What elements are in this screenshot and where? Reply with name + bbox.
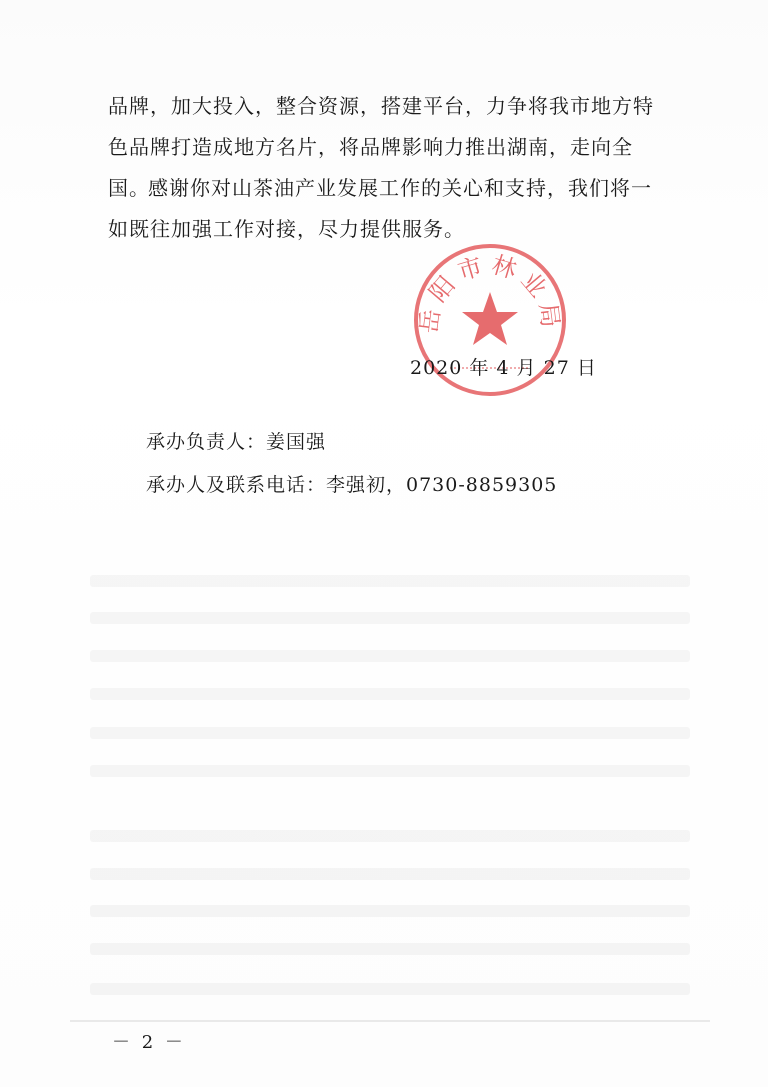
bleed-through-line (90, 830, 690, 842)
bleed-through-line (90, 727, 690, 739)
bleed-through-line (90, 868, 690, 880)
bleed-through-line (90, 650, 690, 662)
handler-contact: 承办人及联系电话：李强初，0730-8859305 (146, 474, 558, 496)
page-number: － 2 － (112, 1032, 186, 1053)
footer-divider (70, 1020, 710, 1022)
bleed-through-line (90, 983, 690, 995)
bleed-through-line (90, 943, 690, 955)
bleed-through-line (90, 575, 690, 587)
responsible-person: 承办负责人：姜国强 (146, 431, 327, 453)
signature-date: 2020 年 4 月 27 日 (410, 357, 597, 379)
body-paragraph-2: 感谢你对山茶油产业发展工作的关心和支持，我们将一如既往加强工作对接，尽力提供服务。 (108, 176, 652, 241)
body-paragraph-1: 品牌，加大投入，整合资源，搭建平台，力争将我市地方特色品牌打造成地方名片，将品牌影响力推出湖南，走向全国。 (108, 94, 654, 200)
bleed-through-line (90, 688, 690, 700)
svg-text:岳阳市林业局: 岳阳市林业局 (414, 250, 566, 335)
bleed-through-line (90, 905, 690, 917)
bleed-through-line (90, 612, 690, 624)
bleed-through-line (90, 765, 690, 777)
